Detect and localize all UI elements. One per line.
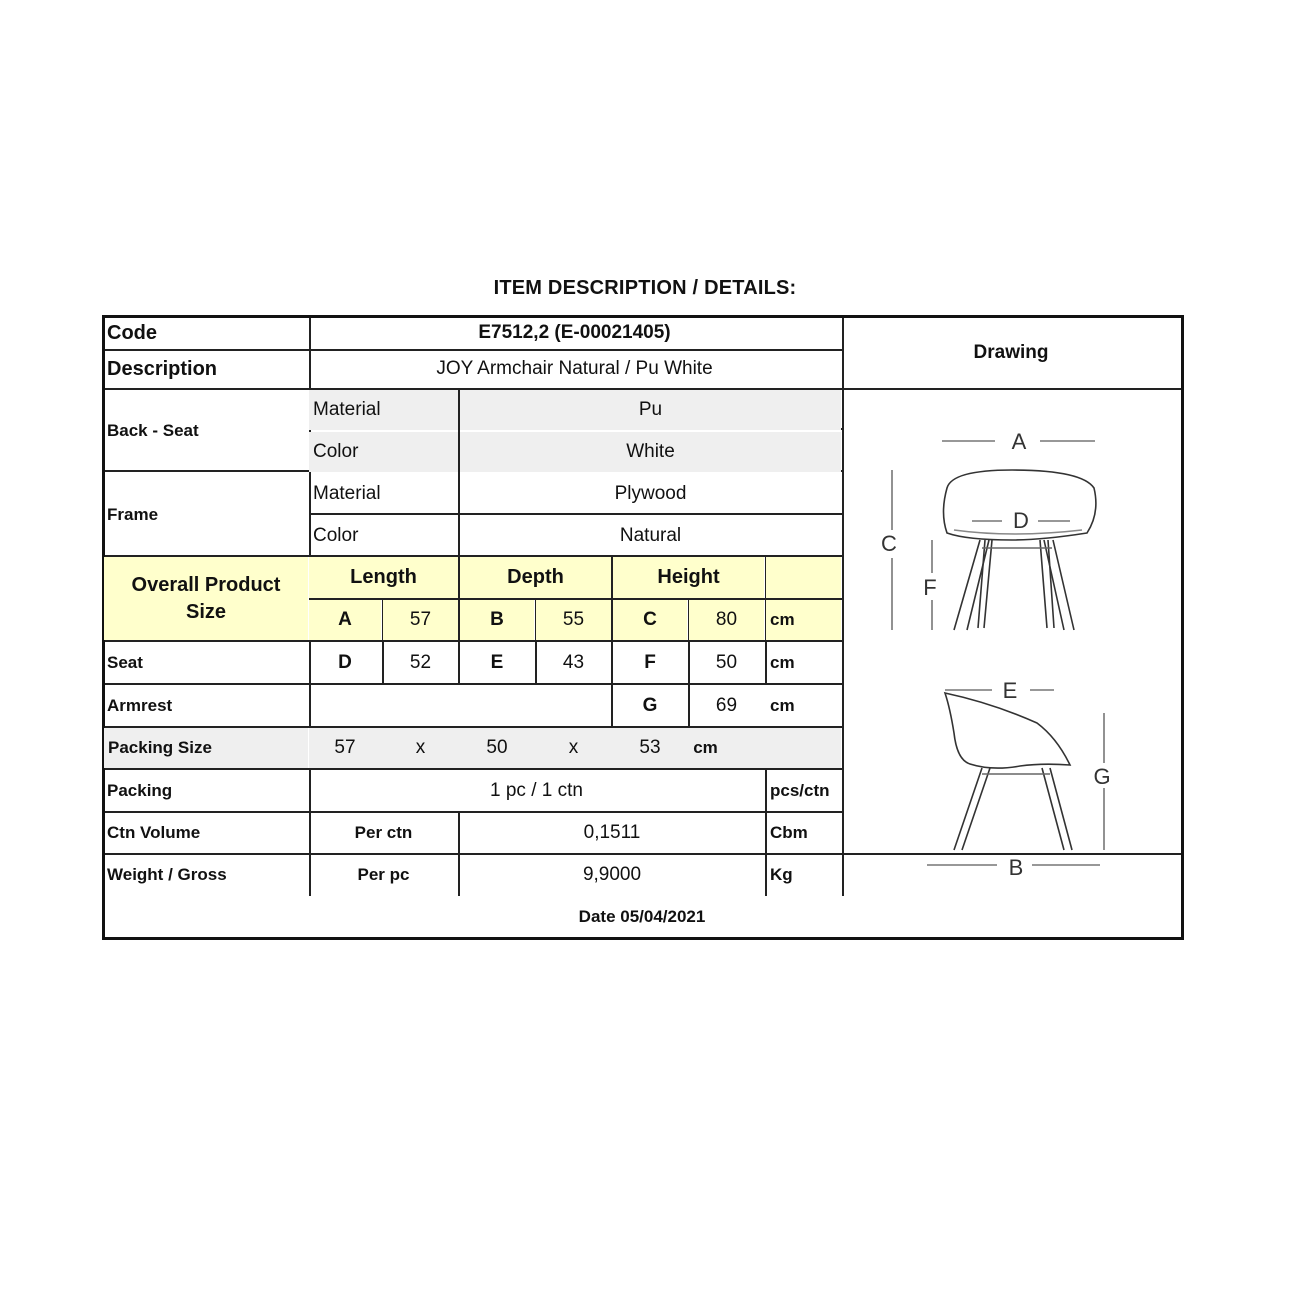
dim-f-letter: F — [644, 651, 656, 673]
dim-c-value: 80 — [689, 600, 764, 640]
back-seat-color-value: White — [460, 432, 841, 472]
frame-color-label: Color — [313, 525, 359, 546]
overall-unit: cm — [766, 600, 841, 640]
packing-size-x1: x — [415, 737, 426, 758]
drawing-letter-c: C — [881, 531, 897, 556]
packing-size-width: 50 — [486, 737, 508, 758]
packing-size-label: Packing Size — [104, 728, 308, 768]
drawing-letter-d: D — [1013, 508, 1029, 533]
code-value: E7512,2 (E-00021405) — [478, 322, 671, 343]
frame-label: Frame — [107, 505, 159, 524]
dim-a-letter: A — [309, 600, 381, 640]
side-view — [927, 690, 1104, 865]
dim-b-value: 55 — [536, 600, 611, 640]
frame-color-value: Natural — [619, 525, 682, 546]
page-title: ITEM DESCRIPTION / DETAILS: — [493, 277, 797, 299]
chair-technical-drawing — [842, 388, 1182, 895]
packing-unit: pcs/ctn — [770, 780, 830, 800]
weight-per: Per pc — [357, 865, 410, 884]
seat-unit: cm — [770, 652, 795, 672]
dim-g-value: 69 — [715, 694, 738, 716]
back-seat-color-label: Color — [309, 432, 458, 472]
dim-f-value: 50 — [715, 651, 738, 673]
dim-e-letter: E — [490, 651, 504, 673]
drawing-letter-f: F — [923, 575, 937, 600]
weight-value: 9,9000 — [582, 864, 642, 885]
dim-c-letter: C — [613, 600, 687, 640]
packing-size-unit: cm — [693, 738, 718, 757]
overall-blank-cell — [766, 557, 841, 598]
date-footer: Date 05/04/2021 — [578, 907, 706, 926]
dim-d-letter: D — [338, 651, 352, 673]
dim-a-value: 57 — [383, 600, 458, 640]
armrest-unit: cm — [770, 695, 795, 715]
drawing-letter-b: B — [1008, 855, 1024, 880]
frame-material-value: Plywood — [614, 483, 687, 504]
overall-size-label — [104, 557, 308, 640]
drawing-label: Drawing — [973, 342, 1049, 363]
drawing-letter-a: A — [1011, 429, 1027, 454]
armrest-label: Armrest — [107, 695, 173, 715]
ctn-volume-label: Ctn Volume — [107, 823, 201, 842]
packing-label: Packing — [107, 780, 173, 800]
chair-drawing — [842, 388, 1182, 895]
dim-e-value: 43 — [562, 651, 585, 673]
packing-value: 1 pc / 1 ctn — [490, 779, 583, 801]
back-seat-material-value: Pu — [460, 390, 841, 430]
dim-g-letter: G — [642, 694, 658, 716]
ctn-volume-per: Per ctn — [354, 823, 413, 842]
frame-material-label: Material — [313, 483, 381, 504]
code-label: Code — [107, 321, 157, 344]
overall-size-label-line2: Size — [185, 600, 227, 623]
back-seat-material-label: Material — [309, 390, 458, 430]
ctn-volume-value: 0,1511 — [583, 822, 641, 843]
description-label: Description — [107, 357, 218, 380]
height-header: Height — [613, 557, 764, 598]
length-header: Length — [309, 557, 458, 598]
depth-header: Depth — [460, 557, 611, 598]
dim-b-letter: B — [460, 600, 534, 640]
description-value: JOY Armchair Natural / Pu White — [436, 358, 713, 379]
drawing-letter-g: G — [1093, 764, 1111, 789]
packing-size-length: 57 — [334, 737, 356, 758]
back-seat-label: Back - Seat — [107, 421, 199, 440]
ctn-volume-unit: Cbm — [770, 823, 808, 842]
drawing-letter-e: E — [1002, 678, 1018, 703]
overall-size-label-line1: Overall Product — [131, 573, 281, 596]
weight-unit: Kg — [770, 865, 793, 884]
packing-size-x2: x — [568, 737, 579, 758]
dim-d-value: 52 — [409, 651, 432, 673]
weight-label: Weight / Gross — [107, 865, 227, 884]
packing-size-height: 53 — [639, 737, 661, 758]
seat-label: Seat — [107, 652, 143, 672]
front-view — [892, 441, 1096, 630]
